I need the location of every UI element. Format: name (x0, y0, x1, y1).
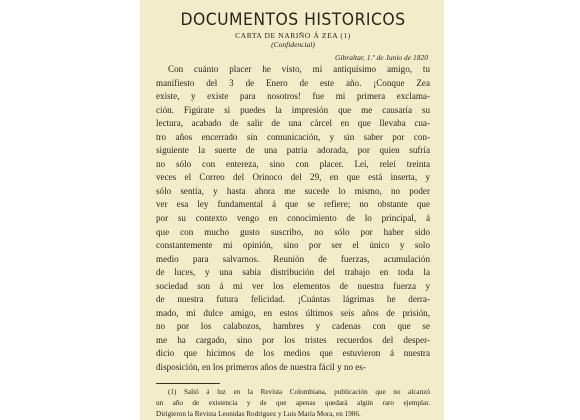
body-line: ción. Figúrate si puedes la impresión que me causaría su (156, 104, 430, 115)
body-line: disposición, en los primeros años de nuestra fácil y no es- (156, 362, 366, 373)
body-line: siguiente la suerte de una patria adorada, por quien sufría (156, 145, 430, 156)
body-line: mado, mi dulce amigo, en estos últimos seis años de prisión, (156, 307, 430, 318)
footnote-line: (1) Salió á luz en la Revista Colombiana, publicación que no alcanzó (168, 387, 430, 396)
body-line: Con cuánto placer he visto, mi antiquísimo amigo, tu (168, 64, 430, 74)
body-line: constantemente mi opinión, sino por ser el único y solo (156, 240, 430, 251)
letter-body (156, 63, 430, 375)
body-line: ver esa ley fundamental á que se refiere; no obstante que (156, 199, 430, 210)
body-line: que con mucho gusto suscribo, no sólo por haber sido (156, 226, 430, 237)
body-line: de luces, y una sabia distribución del trabajo en toda la (156, 267, 430, 278)
body-line: manifiesto del 3 de Enero de este año. ¡Conque Zea (156, 77, 430, 88)
body-line: medio para salvarnos. Reunión de fuerzas, acumulación (156, 253, 430, 264)
document-page (140, 0, 444, 420)
footnote-divider (156, 383, 220, 384)
footnote-line: Dirigieron la Revista Leonidas Rodríguez y Luis María Mora, en 1906. (156, 409, 361, 418)
body-line: sólo sentía, y hasta ahora me sucede lo mismo, no poder (156, 185, 430, 196)
letter-subtitle: CARTA DE NARIÑO Á ZEA (1) (235, 31, 351, 40)
confidential-note: (Confidencial) (271, 40, 315, 49)
body-line: por su contexto vengo en conocimiento de lo principal, á (156, 213, 430, 224)
body-line: tro años encerrado sin comunicación, y sin saber por con- (156, 131, 430, 142)
body-line: no por los calabozos, hambres y cadenas con que se (156, 321, 430, 332)
body-line: de nuestra futura felicidad. ¡Cuántas lágrimas he derra- (156, 294, 430, 305)
body-line: veces el Correo del Orinoco del 29, en que está inserta, y (156, 172, 430, 183)
page-title: DOCUMENTOS HISTORICOS (180, 10, 406, 30)
body-line: lectura, acabado de salir de una cárcel en que llevaba cua- (156, 118, 430, 129)
footnote-line: un año de existencia y de que apenas quedará algún raro ejemplar. (156, 398, 430, 407)
dateline: Gibraltar, 1.º de Junio de 1820 (335, 53, 428, 62)
body-line: sociedad son á mi ver los elementos de nuestra fuerza y (156, 280, 430, 291)
body-line: no sólo con entereza, sino con placer. Leí, releí treinta (156, 158, 430, 169)
body-line: existe, y existe para nosotros! fue mi primera exclama- (156, 91, 430, 102)
footnote (156, 387, 430, 420)
body-line: dicio que hicimos de los medios que estuvieron á nuestra (156, 348, 430, 359)
body-line: me ha cargado, sino por los tristes recuerdos del desper- (156, 334, 430, 345)
